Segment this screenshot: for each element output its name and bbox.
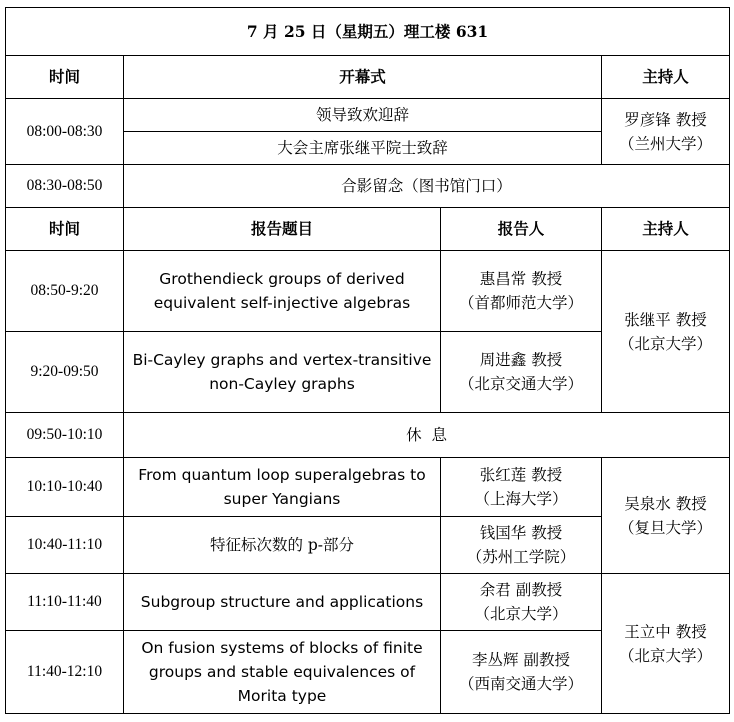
host-name: 张继平 教授 xyxy=(624,310,707,329)
photo-row xyxy=(6,165,730,208)
header-topic: 报告题目 xyxy=(124,208,441,251)
talk-speaker xyxy=(441,631,602,714)
host-name: 吴泉水 教授 xyxy=(624,494,707,513)
session-host xyxy=(602,458,730,574)
session-host xyxy=(602,251,730,413)
host-affil: （北京大学） xyxy=(619,334,713,353)
speaker-affil: （北京大学） xyxy=(474,605,568,623)
talk-speaker xyxy=(441,517,602,574)
host-affil: （复旦大学） xyxy=(619,518,713,537)
talk-speaker xyxy=(441,574,602,631)
talk-topic: From quantum loop superalgebras to super Yangians xyxy=(124,458,441,517)
talk-time: 08:50-9:20 xyxy=(6,251,124,332)
speaker-name: 惠昌常 教授 xyxy=(479,270,563,288)
host-name: 王立中 教授 xyxy=(624,622,707,641)
header-opening: 开幕式 xyxy=(124,56,602,99)
speaker-affil: （上海大学） xyxy=(474,490,568,508)
header-host-2: 主持人 xyxy=(602,208,730,251)
host-affil: （北京大学） xyxy=(619,646,713,665)
photo-label: 合影留念（图书馆门口） xyxy=(124,165,730,208)
talk-topic: Grothendieck groups of derived equivalent self-injective algebras xyxy=(124,251,441,332)
opening-item-chair: 大会主席张继平院士致辞 xyxy=(124,132,602,165)
talk-row xyxy=(6,251,730,332)
break-time: 09:50-10:10 xyxy=(6,413,124,458)
talk-time: 10:40-11:10 xyxy=(6,517,124,574)
talk-time: 11:10-11:40 xyxy=(6,574,124,631)
talk-speaker xyxy=(441,251,602,332)
header-time: 时间 xyxy=(6,56,124,99)
opening-time: 08:00-08:30 xyxy=(6,99,124,165)
photo-time: 08:30-08:50 xyxy=(6,165,124,208)
talk-row xyxy=(6,574,730,631)
speaker-affil: （首都师范大学） xyxy=(458,294,583,312)
header-time-2: 时间 xyxy=(6,208,124,251)
speaker-name: 李丛辉 副教授 xyxy=(472,651,570,669)
opening-host xyxy=(602,99,730,165)
talk-topic: Subgroup structure and applications xyxy=(124,574,441,631)
talk-topic: On fusion systems of blocks of finite groups and stable equivalences of Morita type xyxy=(124,631,441,714)
talk-topic: 特征标次数的 p-部分 xyxy=(124,517,441,574)
talk-time: 11:40-12:10 xyxy=(6,631,124,714)
header-host: 主持人 xyxy=(602,56,730,99)
talk-time: 9:20-09:50 xyxy=(6,332,124,413)
schedule-title: 7 月 25 日（星期五）理工楼 631 xyxy=(6,8,730,56)
title-row xyxy=(6,8,730,56)
opening-header-row xyxy=(6,56,730,99)
speaker-name: 周进鑫 教授 xyxy=(479,351,563,369)
opening-host-name: 罗彦锋 教授 xyxy=(624,110,707,129)
opening-host-affil: （兰州大学） xyxy=(619,134,713,153)
talk-speaker xyxy=(441,332,602,413)
talks-header-row xyxy=(6,208,730,251)
talk-row xyxy=(6,458,730,517)
speaker-affil: （北京交通大学） xyxy=(458,375,583,393)
speaker-affil: （苏州工学院） xyxy=(466,548,576,566)
speaker-name: 钱国华 教授 xyxy=(479,524,563,542)
session-host xyxy=(602,574,730,714)
break-label: 休 息 xyxy=(124,413,730,458)
speaker-affil: （西南交通大学） xyxy=(458,675,583,693)
speaker-name: 张红莲 教授 xyxy=(479,466,563,484)
speaker-name: 余君 副教授 xyxy=(479,581,563,599)
opening-row-1 xyxy=(6,99,730,132)
break-row xyxy=(6,413,730,458)
talk-time: 10:10-10:40 xyxy=(6,458,124,517)
talk-topic: Bi-Cayley graphs and vertex-transitive non-Cayley graphs xyxy=(124,332,441,413)
talk-speaker xyxy=(441,458,602,517)
schedule-table xyxy=(5,7,730,714)
header-speaker: 报告人 xyxy=(441,208,602,251)
opening-item-welcome: 领导致欢迎辞 xyxy=(124,99,602,132)
